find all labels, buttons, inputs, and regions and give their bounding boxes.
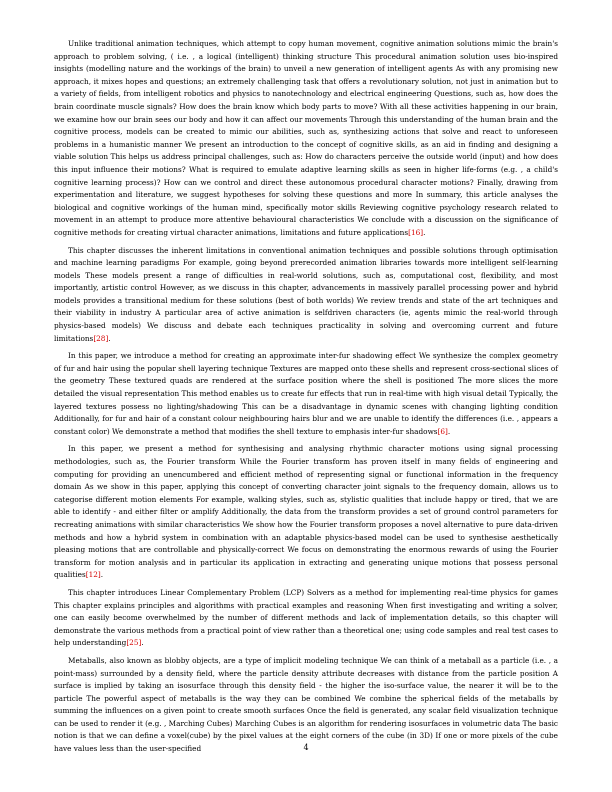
body-text xyxy=(54,38,558,761)
paragraph-5 xyxy=(54,587,558,650)
paragraph-text: Unlike traditional animation techniques, which attempt to copy human movement, cognitive animation solutions mimic the brain's approach to problem solving, ( i.e. , a logical (intelligent) thinking structure This procedural animation solution uses bio-inspired insights (modelling nature and the workings of the brain) to unveil a new generation of intelligent agents As with any promising new approach, it mixes hopes and questions; an extremely challenging task that offers a revolutionary solution, not just in animation but to a variety of fields, from intelligent robotics and physics to nanotechnology and electrical engineering Questions, such as, how does the brain coordinate muscle signals? How does the brain know which body parts to move? With all these activities happening in our brain, we examine how our brain sees our body and how it can affect our movements Through this understanding of the human brain and the cognitive process, models can be created to mimic our abilities, such as, synthesizing actions that solve and react to unforeseen problems in a humanistic manner We present an introduction to the concept of cognitive skills, as an aid in finding and designing a viable solution This helps us address principal challenges, such as: How do characters perceive the outside world (input) and how does this input influence their motions? What is required to emulate adaptive learning skills as seen in higher life-forms (e.g. , a child's cognitive learning process)? How can we control and direct these autonomous procedural character motions? Finally, drawing from experimentation and literature, we suggest hypotheses for solving these questions and more In summary, this article analyses the biological and cognitive workings of the human mind, specifically motor skills Reviewing cognitive psychology research related to movement in an attempt to produce more attentive behavioural characteristics We conclude with a discussion on the significance of cognitive methods for creating virtual character animations, limitations and future applications xyxy=(54,39,558,237)
citation-link[interactable]: [12] xyxy=(85,570,101,580)
citation-link[interactable]: [25] xyxy=(126,638,142,648)
paragraph-end: . xyxy=(141,638,144,648)
paragraph-end: . xyxy=(100,570,104,580)
paragraph-text: This chapter discusses the inherent limitations in conventional animation techniques and possible solutions through optimisation and machine learning paradigms For example, going beyond prerecorded animation libraries towards more intelligent self-learning models These models present a range of difficulties in real-world solutions, such as, computational cost, flexibility, and most importantly, artistic control However, as we discuss in this chapter, advancements in massively parallel processing power and hybrid models provides a transitional medium for these solutions (best of both worlds) We review trends and state of the art techniques and their viability in industry A particular area of active animation is selfdriven characters (ie, agents mimic the real-world through physics-based models) We discuss and debate each techniques practicality in solving and overcoming current and future limitations xyxy=(54,245,558,343)
paragraph-end: . xyxy=(108,333,111,343)
paragraph-6 xyxy=(54,655,558,756)
paragraph-3 xyxy=(54,350,558,438)
paragraph-2 xyxy=(54,245,558,346)
paragraph-4 xyxy=(54,443,558,582)
page-number: 4 xyxy=(303,743,309,752)
paragraph-text: Metaballs, also known as blobby objects, are a type of implicit modeling technique We can think of a metaball as a particle (i.e. , a point-mass) surrounded by a density field, where the particle density attribute decreases with distance from the particle position A surface is implied by taking an isosurface through this density field - the higher the iso-surface value, the nearer it will be to the particle The powerful aspect of metaballs is the way they can be combined We combine the spherical fields of the metaballs by summing the influences on a given point to create smooth surfaces Once the field is generated, any scalar field visualization technique can be used to render it (e.g. , Marching Cubes) Marching Cubes is an algorithm for rendering isosurfaces in volumetric data The basic notion is that we can define a voxel(cube) by the pixel values at the eight corners of the cube (in 3D) If one or more pixels of the cube have values less than the user-specified xyxy=(54,655,558,754)
paragraph-text: In this paper, we present a method for synthesising and analysing rhythmic character motions using signal processing methodologies, such as, the Fourier transform While the Fourier transform has proven itself in many fields of engineering and computing for providing an unencumbered and efficient method of representing signal or functional information in the frequency domain As we show in this paper, applying this concept of converting character joint signals to the frequency domain, allows us to categorise different motion elements For example, walking styles, such as, stylistic qualities that include happy or tired, that we are able to identify - and either filter or amplify Additionally, the data from the transform provides a set of ground control parameters for recreating animations with similar characteristics We show how the Fourier transform proposes a novel alternative to pure data-driven methods and how a hybrid system in combination with an adaptable physics-based model can be used to synthesise aesthetically pleasing motions that are controllable and physically-correct We focus on demonstrating the enormous rewards of using the Fourier transform for motion analysis and in particular its application in extracting and generating unique motions that possess personal qualities xyxy=(54,444,558,580)
paragraph-text: This chapter introduces Linear Complementary Problem (LCP) Solvers as a method for implementing real-time physics for games This chapter explains principles and algorithms with practical examples and reasoning When first investigating and writing a solver, one can easily become overwhelmed by the number of different methods and lack of implementation details, so this chapter will demonstrate the various methods from a practical point of view rather than a theoretical one; using code samples and real test cases to help understanding xyxy=(54,587,558,648)
citation-link[interactable]: [6] xyxy=(437,426,448,436)
citation-link[interactable]: [16] xyxy=(408,227,424,237)
paragraph-end: . xyxy=(423,227,426,237)
paragraph-text: In this paper, we introduce a method for creating an approximate inter-fur shadowing effect We synthesize the complex geometry of fur and hair using the popular shell layering technique Textures are mapped onto these shells and represent cross-sectional slices of the geometry These textured quads are rendered at the surface position where the shell is positioned The more slices the more detailed the visual representation This method enables us to create fur effects that run in real-time with high visual detail Typically, the layered textures possess no lighting/shadowing This can be a disadvantage in dynamic scenes with changing lighting condition Additionally, for fur and hair of a constant colour neighbouring hairs blur and we are unable to identify the differences (i.e. , appears a constant color) We demonstrate a method that modifies the shell texture to emphasis inter-fur shadows xyxy=(54,351,558,436)
citation-link[interactable]: [28] xyxy=(93,333,109,343)
paragraph-1 xyxy=(54,38,558,240)
paragraph-end: . xyxy=(447,426,451,436)
